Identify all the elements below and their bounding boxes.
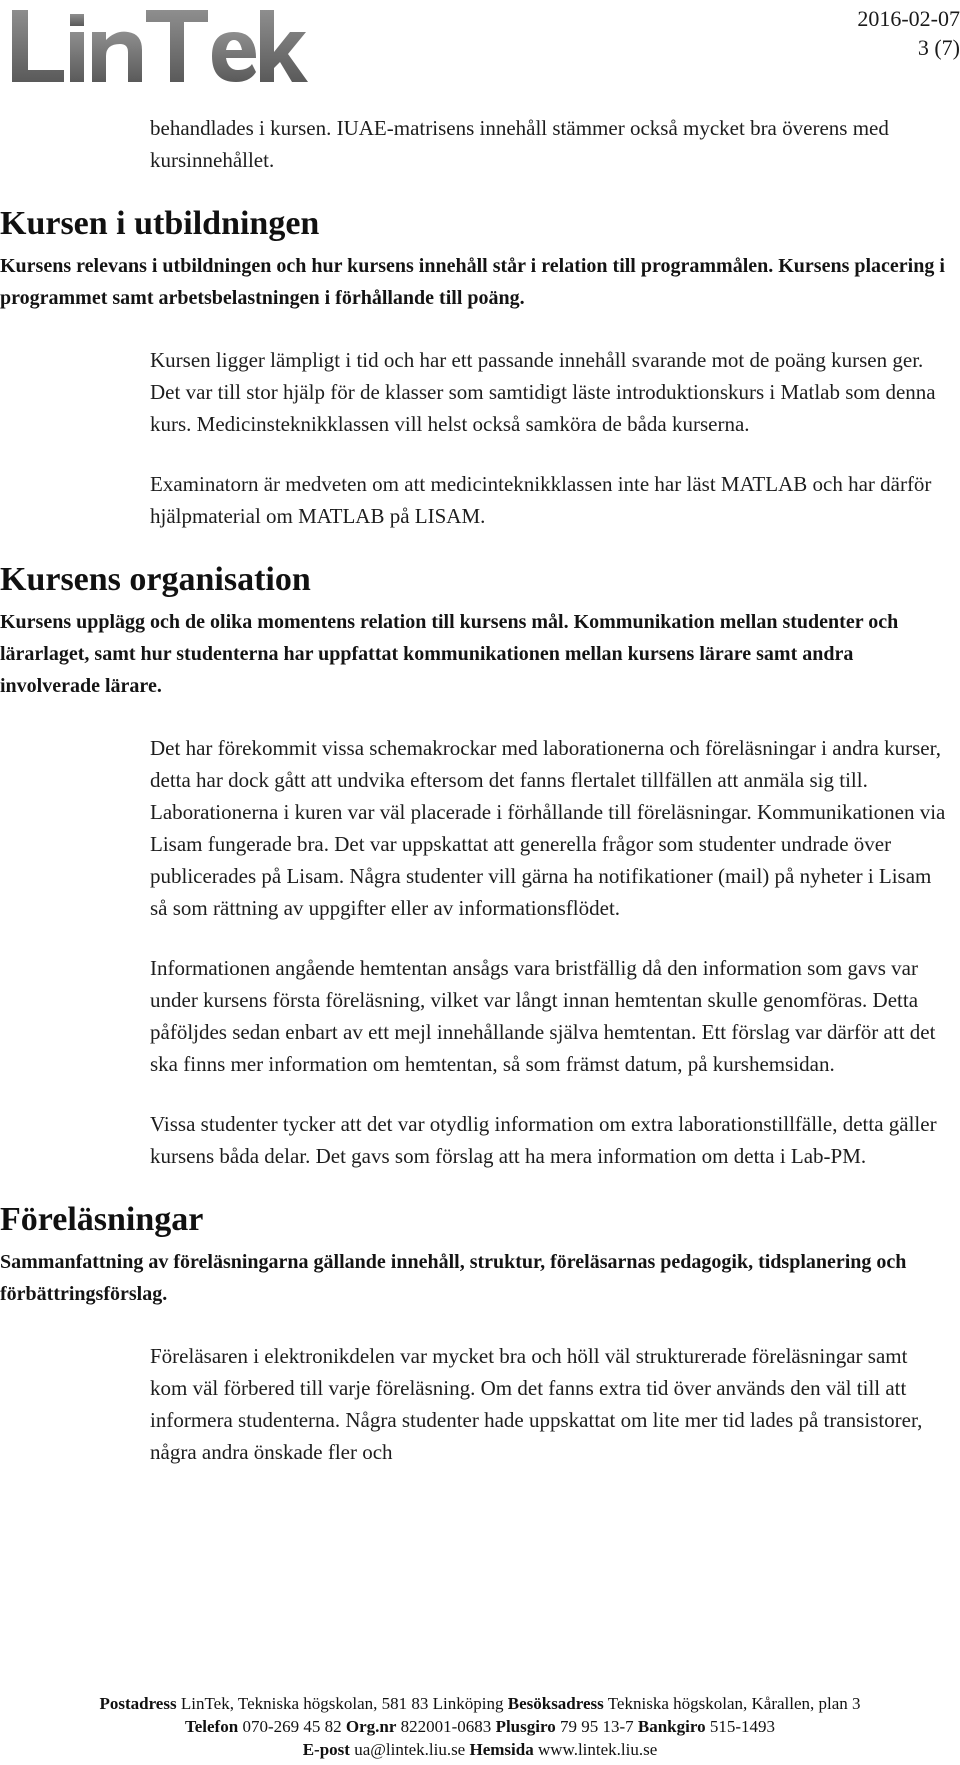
footer-value: LinTek, Tekniska högskolan, 581 83 Linköping <box>180 1694 504 1713</box>
body-paragraph: Examinatorn är medveten om att medicinteknikklassen inte har läst MATLAB och har därför hjälpmaterial om MATLAB på LISAM. <box>150 472 932 528</box>
footer-value: 822001-0683 <box>400 1717 492 1736</box>
intro-continuation: behandlades i kursen. IUAE-matrisens innehåll stämmer också mycket bra överens med kursinnehållet. <box>150 116 889 172</box>
footer-line-3 <box>0 1738 960 1761</box>
body-paragraph: Det har förekommit vissa schemakrockar med laborationerna och föreläsningar i andra kurser, detta har dock gått att undvika eftersom det fanns flertalet tillfällen att anmäla sig till. Laborationerna i kuren var väl placerade i förhållande till föreläsningar. Kommunikationen via Lisam fungerade bra. Det var uppskattat att generella frågor som studenter undrade över publicerades på Lisam. Några studenter vill gärna ha notifikationer (mail) på nyheter i Lisam så som rättning av uppgifter eller av informationsflödet. <box>150 736 946 920</box>
footer-label: Besöksadress <box>507 1694 604 1713</box>
footer-label: Telefon <box>184 1717 239 1736</box>
section-description: Kursens upplägg och de olika momentens relation till kursens mål. Kommunikation mellan studenter och lärarlaget, samt hur studenterna har uppfattat kommunikationen mellan kursens lärare samt andra involverade lärare. <box>0 611 899 697</box>
footer-value: 79 95 13-7 <box>559 1717 634 1736</box>
section-heading-kursen-i-utbildningen: Kursen i utbildningen <box>0 205 320 242</box>
section-heading-kursens-organisation: Kursens organisation <box>0 561 311 598</box>
body-paragraph: Kursen ligger lämpligt i tid och har ett passande innehåll svarande mot de poäng kursen ger. Det var till stor hjälp för de klasser som samtidigt läste introduktionskurs i Matlab som denna kurs. Medicinsteknikklassen vill helst också samköra de båda kurserna. <box>150 348 936 436</box>
lintek-logo <box>8 4 308 84</box>
section-heading-forelasningar: Föreläsningar <box>0 1201 204 1238</box>
document-date: 2016-02-07 <box>857 6 960 31</box>
footer-email-link[interactable]: ua@lintek.liu.se <box>354 1740 466 1759</box>
footer-label: Postadress <box>99 1694 177 1713</box>
footer-value: 515-1493 <box>709 1717 776 1736</box>
footer-label: Bankgiro <box>637 1717 706 1736</box>
body-paragraph: Föreläsaren i elektronikdelen var mycket bra och höll väl strukturerade föreläsningar samt kom väl förbered till varje föreläsning. Om det fanns extra tid över används den väl till att informera studenterna. Några studenter hade uppskattat om lite mer tid lades på transistorer, några andra önskade fler och <box>150 1344 923 1464</box>
footer-value: Tekniska högskolan, Kårallen, plan 3 <box>607 1694 861 1713</box>
page-number: 3 (7) <box>917 35 960 60</box>
body-paragraph: Informationen angående hemtentan ansågs vara bristfällig då den information som gavs var under kursens första föreläsning, vilket var långt innan hemtentan skulle genomföras. Detta påföljdes sedan enbart av ett mejl innehållande själva hemtentan. Ett förslag var därför att det ska finns mer information om hemtentan, så som främst datum, på kurshemsidan. <box>150 956 936 1076</box>
footer-website-link[interactable]: www.lintek.liu.se <box>537 1740 658 1759</box>
body-paragraph: Vissa studenter tycker att det var otydlig information om extra laborationstillfälle, detta gäller kursens båda delar. Det gavs som förslag att ha mera information om detta i Lab-PM. <box>150 1112 937 1168</box>
footer-line-1 <box>0 1692 960 1715</box>
footer-line-2 <box>0 1715 960 1738</box>
section-description: Sammanfattning av föreläsningarna gällande innehåll, struktur, föreläsarnas pedagogik, tidsplanering och förbättringsförslag. <box>0 1251 907 1305</box>
footer-label: Plusgiro <box>495 1717 556 1736</box>
footer-value: 070-269 45 82 <box>242 1717 342 1736</box>
footer-label: Hemsida <box>469 1740 534 1759</box>
page-footer <box>0 1692 960 1761</box>
document-body <box>0 112 948 1496</box>
header-meta <box>760 4 960 62</box>
footer-label: E-post <box>302 1740 350 1759</box>
section-description: Kursens relevans i utbildningen och hur kursens innehåll står i relation till programmålen. Kursens placering i programmet samt arbetsbelastningen i förhållande till poäng. <box>0 255 945 309</box>
footer-label: Org.nr <box>345 1717 397 1736</box>
